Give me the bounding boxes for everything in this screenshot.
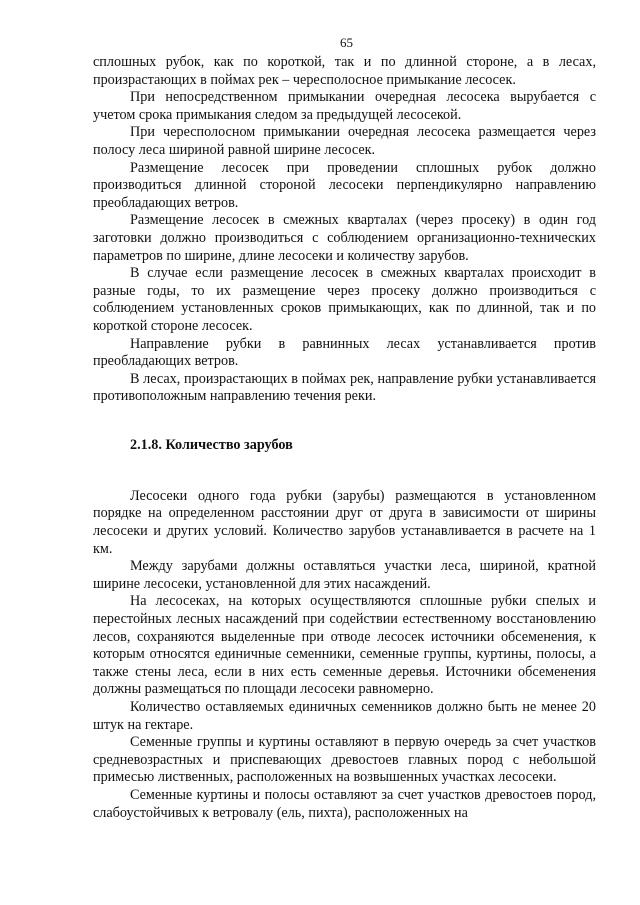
body-text [93,54,596,822]
paragraph: В лесах, произрастающих в поймах рек, направление рубки устанавливается противоположным направлению течения реки. [93,370,596,405]
paragraph: При чересполосном примыкании очередная лесосека размещается через полосу леса шириной равной ширине лесосек. [93,124,596,158]
paragraph: На лесосеках, на которых осуществляются сплошные рубки спелых и перестойных лесных насаждений при содействии естественному восстановлению лесов, сохраняются выделенные при отводе лесосек источники обсеменения, к которым относятся единичные семенники, семенные группы, куртины, полосы, а также стены леса, если в них есть семенные деревья. Источники обсеменения должны размещаться по площади лесосеки равномерно. [93,593,596,698]
page-number: 65 [340,35,353,50]
section-heading: 2.1.8. Количество зарубов [130,436,293,453]
paragraph: Семенные куртины и полосы оставляют за счет участков древостоев пород, слабоустойчивых к ветровалу (ель, пихта), расположенных на [93,786,596,821]
paragraph: Между зарубами должны оставляться участки леса, шириной, кратной ширине лесосеки, установленной для этих насаждений. [93,558,596,592]
paragraph: Направление рубки в равнинных лесах устанавливается против преобладающих ветров. [93,335,596,370]
paragraph: Лесосеки одного года рубки (зарубы) размещаются в установленном порядке на определенном расстоянии друг от друга в зависимости от ширины лесосеки и других условий. Количество зарубов устанавливается в расчете на 1 км. [93,487,596,557]
paragraph: Семенные группы и куртины оставляют в первую очередь за счет участков средневозрастных и приспевающих древостоев главных пород с небольшой примесью лиственных, расположенных на возвышенных участках лесосеки. [93,734,596,786]
paragraph: сплошных рубок, как по короткой, так и по длинной стороне, а в лесах, произрастающих в поймах рек – чересполосное примыкание лесосек. [93,54,596,88]
paragraph: При непосредственном примыкании очередная лесосека вырубается с учетом срока примыкания следом за предыдущей лесосекой. [93,89,596,123]
paragraph: Количество оставляемых единичных семенников должно быть не менее 20 штук на гектаре. [93,699,596,733]
paragraph: Размещение лесосек в смежных кварталах (через просеку) в один год заготовки должно производиться с соблюдением организационно-технических параметров по ширине, длине лесосеки и количеству зарубов. [93,212,596,264]
paragraph: Размещение лесосек при проведении сплошных рубок должно производиться длинной стороной лесосеки перпендикулярно направлению преобладающих ветров. [93,159,596,211]
paragraph: В случае если размещение лесосек в смежных кварталах происходит в разные годы, то их размещение через просеку должно производиться с соблюдением установленных сроков примыкающих, как по длинной, так и по короткой стороне лесосек. [93,265,596,334]
